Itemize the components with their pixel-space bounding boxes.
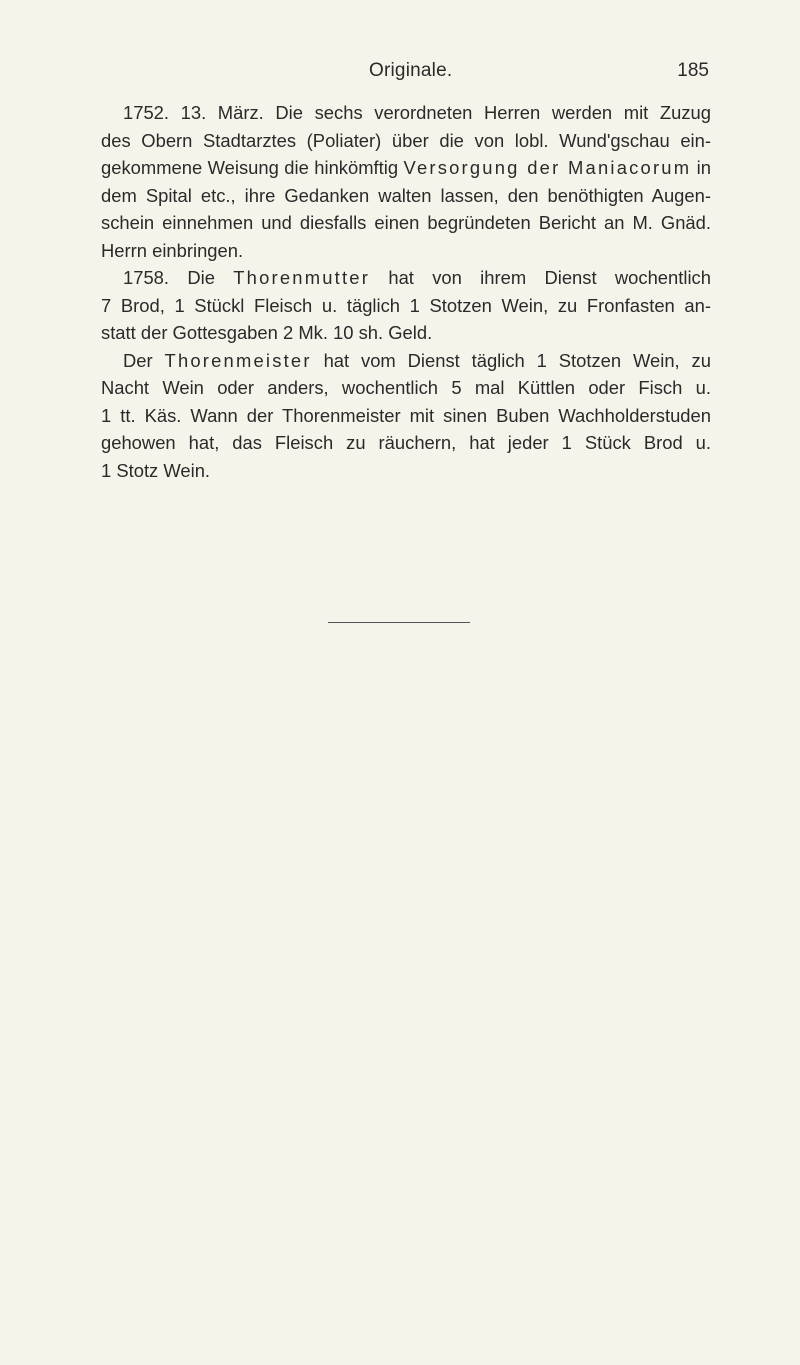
text-segment: hat vom Dienst täglich 1 Stotzen Wein, zu [323, 349, 711, 371]
text-line: dem Spital etc., ihre Gedanken walten lassen, den benöthigten Augen- [101, 184, 711, 206]
text-line: 1 Stotz Wein. [101, 459, 211, 481]
text-segment: 1758. Die [123, 267, 215, 288]
text-line: schein einnehmen und diesfalls einen begründeten Bericht an M. Gnäd. [101, 212, 711, 233]
text-line: des Obern Stadtarztes (Poliater) über die von lobl. Wund'gschau ein- [101, 129, 711, 151]
text-segment: hat von ihrem Dienst wochentlich [388, 267, 711, 288]
text-line [101, 154, 711, 182]
spaced-term: Versorgung der Maniacorum [403, 157, 692, 178]
section-divider [328, 622, 470, 623]
document-body [101, 99, 711, 484]
text-line: gehowen hat, das Fleisch zu räuchern, hat jeder 1 Stück Brod u. [101, 432, 711, 453]
text-line: Herrn einbringen. [101, 239, 244, 261]
page-header [101, 60, 709, 90]
spaced-term: Thorenmeister [164, 349, 312, 371]
text-line: Nacht Wein oder anders, wochentlich 5 mal Küttlen oder Fisch u. [101, 377, 711, 398]
text-segment: in [696, 157, 711, 178]
spaced-term: Thorenmutter [233, 267, 371, 288]
text-line [101, 264, 711, 292]
text-line: 1752. 13. März. Die sechs verordneten Herren werden mit Zuzug [123, 102, 711, 123]
text-segment: gekommene Weisung die hinkömftig [101, 157, 399, 178]
running-title: Originale. [369, 60, 453, 81]
text-line [101, 347, 711, 375]
text-segment: Der [123, 349, 153, 371]
page-number: 185 [677, 60, 709, 81]
text-line: 1 tt. Käs. Wann der Thorenmeister mit sinen Buben Wachholderstuden [101, 404, 711, 426]
text-line: statt der Gottesgaben 2 Mk. 10 sh. Geld. [101, 322, 433, 343]
text-line: 7 Brod, 1 Stückl Fleisch u. täglich 1 Stotzen Wein, zu Fronfasten an- [101, 294, 711, 316]
